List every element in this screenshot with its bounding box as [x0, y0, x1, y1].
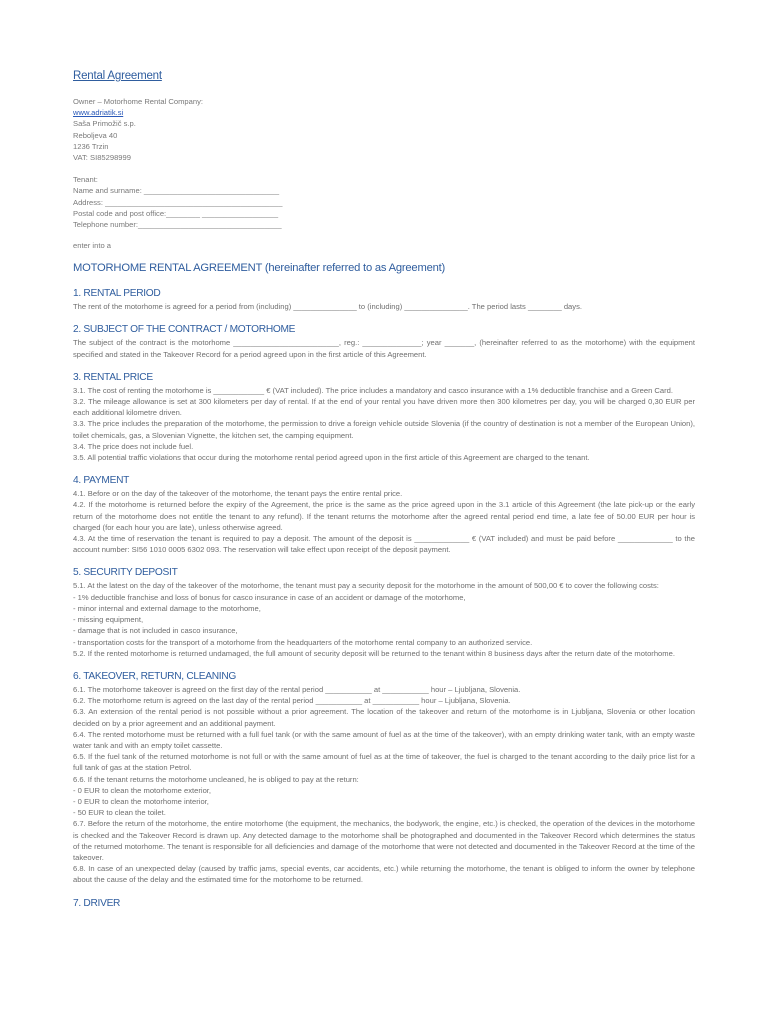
tenant-address-field: Address: __________________________________________ [73, 197, 283, 207]
section-subject [73, 324, 695, 359]
section-paragraph: 6.8. In case of an unexpected delay (caused by traffic jams, special events, car accidents, etc.) while returning the motorhome, the tenant is obliged to inform the owner by telephone about the cause of the delay and the estimated time for the motorhome to be returned. [73, 864, 695, 885]
section-paragraph: 4.1. Before or on the day of the takeover of the motorhome, the tenant pays the entire rental price. [73, 489, 403, 499]
section-paragraph: 6.7. Before the return of the motorhome, the entire motorhome (the equipment, the mechanics, the bodywork, the engine, etc.) is checked, the operation of the devices in the motorhome is checked and the Takeover Record is drawn up. Any detected damage to the motorhome shall be photographed and documented in the Takeover Record which determines the status of the returned motorhome. The tenant is responsible for all deficiencies and damage of the motorhome that were not detected and documented in the Takeover Record at the time of the takeover. [73, 819, 695, 862]
section-paragraph: 3.4. The price does not include fuel. [73, 441, 194, 451]
section-paragraph: 3.2. The mileage allowance is set at 300 kilometers per day of rental. If at the end of your rental you have driven more then 300 kilometres per day, you will be charged 0,30 EUR per each additional kilometre driven. [73, 397, 695, 418]
tenant-heading: Tenant: [73, 175, 98, 185]
document-title: Rental Agreement [73, 70, 162, 82]
owner-website-link[interactable]: www.adriatik.si [73, 108, 124, 118]
section-paragraph: 3.5. All potential traffic violations that occur during the motorhome rental period agreed upon in the first article of this Agreement are charged to the tenant. [73, 453, 590, 463]
section-paragraph: 3.3. The price includes the preparation of the motorhome, the permission to drive a foreign vehicle outside Slovenia (if the country of destination is not a member of the European Union), toilet chemicals, gas, a Slovenian Vignette, the kitchen set, the camping equipment. [73, 419, 695, 440]
section-heading: 7. DRIVER [73, 897, 121, 909]
section-takeover-return [73, 671, 695, 886]
owner-vat: VAT: SI85298999 [73, 153, 131, 163]
list-item: - 1% deductible franchise and loss of bonus for casco insurance in case of an accident or damage of the motorhome, [73, 592, 466, 602]
tenant-block [73, 174, 695, 230]
owner-name: Saša Primožič s.p. [73, 119, 136, 129]
section-paragraph: 4.3. At the time of reservation the tenant is required to pay a deposit. The amount of the deposit is _____________ € (VAT included) and must be paid before _____________ to the account number: SI56 1010 0005 6302 093. The reservation will take effect upon receipt of the deposit payment. [73, 534, 695, 555]
owner-heading: Owner – Motorhome Rental Company: [73, 97, 203, 106]
owner-city: 1236 Trzin [73, 141, 109, 151]
section-heading: 4. PAYMENT [73, 475, 130, 487]
list-item: - 0 EUR to clean the motorhome interior, [73, 796, 209, 806]
list-item: - 50 EUR to clean the toilet. [73, 808, 166, 818]
section-heading: 6. TAKEOVER, RETURN, CLEANING [73, 670, 237, 682]
list-item: - damage that is not included in casco insurance, [73, 626, 238, 636]
section-paragraph: 6.5. If the fuel tank of the returned motorhome is not full or with the same amount of fuel as at the time of takeover, the fuel is charged to the tenant according to the daily price list for a full tank of gas at the station Petrol. [73, 752, 695, 773]
section-heading: 5. SECURITY DEPOSIT [73, 567, 178, 579]
section-heading: 1. RENTAL PERIOD [73, 288, 161, 300]
section-paragraph: 3.1. The cost of renting the motorhome is ____________ € (VAT included). The price includes a mandatory and casco insurance with a 1% deductible franchise and a Green Card. [73, 385, 673, 395]
section-paragraph: 5.2. If the rented motorhome is returned undamaged, the full amount of security deposit will be returned to the tenant within 8 business days after the return date of the motorhome. [73, 648, 675, 658]
list-item: - 0 EUR to clean the motorhome exterior, [73, 785, 212, 795]
section-heading: 3. RENTAL PRICE [73, 371, 153, 383]
section-security-deposit [73, 567, 695, 658]
tenant-name-field: Name and surname: ________________________________ [73, 186, 280, 196]
owner-street: Reboljeva 40 [73, 130, 118, 140]
section-paragraph: 6.1. The motorhome takeover is agreed on the first day of the rental period ___________ at ___________ hour – Ljubljana, Slovenia. [73, 684, 521, 694]
tenant-phone-field: Telephone number:__________________________________ [73, 220, 282, 230]
list-item: - missing equipment, [73, 615, 144, 625]
section-heading: 2. SUBJECT OF THE CONTRACT / MOTORHOME [73, 324, 296, 336]
section-paragraph: The rent of the motorhome is agreed for a period from (including) _______________ to (including) _______________. The period lasts ________ days. [73, 302, 582, 312]
section-rental-price [73, 372, 695, 463]
section-paragraph: 6.6. If the tenant returns the motorhome uncleaned, he is obliged to pay at the return: [73, 774, 359, 784]
section-paragraph: 5.1. At the latest on the day of the takeover of the motorhome, the tenant must pay a security deposit for the motorhome in the amount of 500,00 € to cover the following costs: [73, 581, 659, 591]
section-paragraph: 4.2. If the motorhome is returned before the expiry of the Agreement, the price is the same as the price agreed upon in the 3.1 article of this Agreement (the late pick-up or the early return of the motorhome does not entitle the tenant to any refund). If the tenant returns the motorhome after the agreed rental period end time, a late fee of 50.00 EUR per hour is charged (for each hour you are late), unless otherwise agreed. [73, 500, 695, 532]
section-driver [73, 898, 695, 909]
section-paragraph: 6.3. An extension of the rental period is not possible without a prior agreement. The location of the takeover and return of the motorhome is in Ljubljana, Slovenia or other location decided on by a prior agreement and an additional payment. [73, 707, 695, 728]
tenant-postal-field: Postal code and post office:________ __________________ [73, 208, 279, 218]
section-paragraph: 6.4. The rented motorhome must be returned with a full fuel tank (or with the same amount of fuel as at the time of the takeover), with an empty drinking water tank, with an empty waste water tank and with an empty toilet cassette. [73, 729, 695, 750]
owner-block [73, 96, 695, 163]
list-item: - minor internal and external damage to the motorhome, [73, 603, 261, 613]
agreement-title: MOTORHOME RENTAL AGREEMENT (hereinafter referred to as Agreement) [73, 262, 446, 275]
section-rental-period [73, 288, 695, 312]
list-item: - transportation costs for the transport of a motorhome from the headquarters of the motorhome rental company to an authorized service. [73, 637, 533, 647]
document-page [73, 70, 695, 911]
section-paragraph: The subject of the contract is the motorhome _________________________, reg.: ______________; year _______, (hereinafter referred to as the motorhome) with the equipment specified and stated in the Takeover Record for a period agreed upon in the first article of this Agreement. [73, 338, 695, 359]
section-payment [73, 475, 695, 555]
section-paragraph: 6.2. The motorhome return is agreed on the last day of the rental period ___________ at ___________ hour – Ljubljana, Slovenia. [73, 696, 511, 706]
intro-text: enter into a [73, 241, 111, 251]
